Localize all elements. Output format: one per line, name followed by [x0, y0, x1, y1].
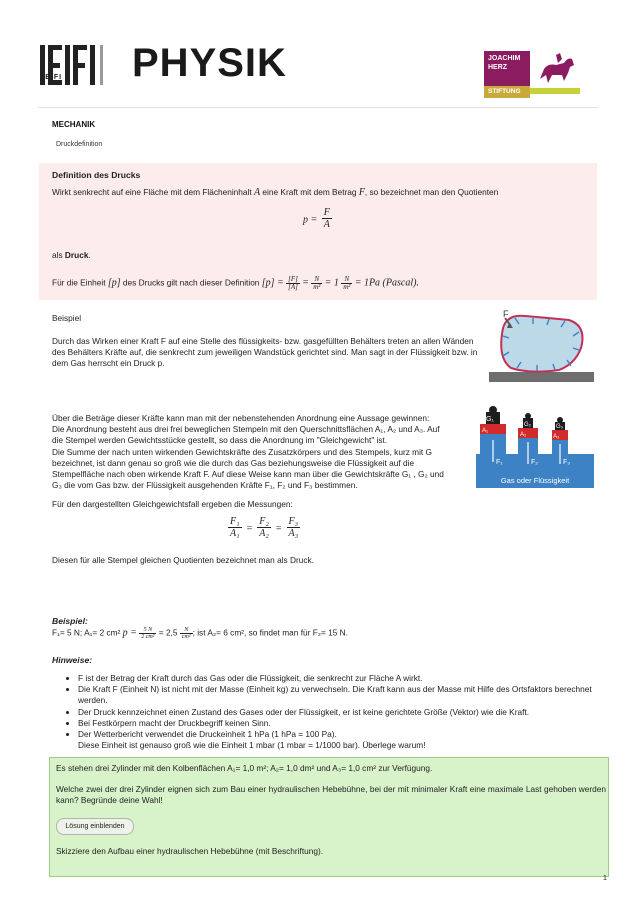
fig-g3: G₃	[556, 424, 564, 430]
arrangement-line-1: Über die Beträge dieser Kräfte kann man mit der nebenstehenden Anordnung eine Aussage gewinnen:	[52, 413, 430, 423]
example1-line-2: des Behälters Kräfte auf, die senkrecht zum jeweiligen Wandstück gerichtet sind. Man sagt in der Flüssigkeit bzw. in	[52, 347, 478, 358]
fig-g1: G₁	[486, 416, 494, 423]
fig-f1: F₁	[496, 459, 503, 466]
ratio-eq-2: =	[275, 523, 283, 535]
hint-item	[78, 729, 598, 751]
sponsor-line-1: JOACHIM	[488, 55, 521, 62]
als-c: .	[88, 250, 91, 260]
task-box	[49, 757, 609, 877]
task-line-3: Skizziere den Aufbau einer hydraulischen Hebebühne (mit Beschriftung).	[56, 846, 324, 856]
sponsor-line-2: HERZ	[488, 64, 508, 71]
unit-frac-1	[286, 276, 300, 291]
unit-f1-num: [F]	[288, 275, 298, 283]
arrangement-line-7: G₃ die vom Gas bzw. der Flüssigkeit ausgehenden Kräfte F₁, F₂ und F₃ bestimmen.	[52, 480, 358, 491]
hints-list	[64, 673, 598, 751]
unit-eq2: = 1	[324, 277, 339, 289]
definition-line1	[52, 187, 592, 198]
unit-f2-den: m²	[313, 283, 321, 291]
measure-line: Für den dargestellten Gleichgewichtsfall ergeben die Messungen:	[52, 499, 293, 509]
unit-f3-num: N	[341, 276, 352, 284]
section-title: MECHANIK	[52, 120, 96, 129]
unit-text-b: des Drucks gilt nach dieser Definition	[122, 277, 260, 288]
unit-text-a: Für die Einheit	[52, 277, 106, 288]
ex2-text-c: ; ist A₂= 6 cm², so findet man für F₂= 15 N.	[192, 627, 348, 638]
als-druck: Druck	[64, 250, 89, 260]
def-symbol-a: A	[254, 187, 261, 198]
ratio-frac-2	[257, 516, 271, 539]
ex2-p-den: 2 cm²	[141, 634, 155, 640]
leifi-logo	[38, 41, 108, 89]
header-divider	[38, 107, 598, 108]
ratio-f2-num: F₂	[259, 516, 269, 527]
fig-g2: G₂	[524, 422, 531, 428]
example1-line-3: dem Gas herrscht ein Druck p.	[52, 358, 165, 369]
ex2-text-b: = 2,5	[158, 627, 178, 638]
fig-a3: A₃	[553, 434, 560, 440]
pressure-container-figure	[489, 308, 594, 382]
conclusion-line: Diesen für alle Stempel gleichen Quotienten bezeichnet man als Druck.	[52, 555, 314, 565]
arrangement-line-5: bezeichnet, ist dann genau so groß wie die durch das Gas beziehungsweise die Flüssigkeit auf die	[52, 457, 415, 468]
definition-unit-line	[52, 276, 592, 291]
unit-f1-den: [A]	[288, 283, 298, 291]
unit-f3-den: m²	[343, 283, 351, 291]
sponsor-line-3: STIFTUNG	[488, 88, 521, 95]
show-solution-button[interactable]: Lösung einblenden	[56, 818, 134, 835]
ratio-f2-den: A₂	[259, 528, 269, 539]
fig-a2: A₂	[520, 432, 527, 438]
task-line-2: Welche zwei der drei Zylinder eignen sich zum Bau einer hydraulischen Hebebühne, bei der mit minimaler Kraft eine maximale Last gehoben werden kann? Begründe deine Wahl!	[56, 784, 606, 806]
sponsor-bar	[484, 86, 530, 98]
arrangement-text	[52, 413, 462, 491]
example2-heading: Beispiel:	[52, 616, 88, 626]
ex2-p-lhs: p =	[122, 627, 137, 639]
example2-line	[52, 627, 348, 640]
sponsor-logo	[484, 51, 594, 98]
fig-f3: F₃	[563, 459, 571, 466]
ex2-unit-num: N	[180, 627, 193, 634]
unit-end: = 1Pa (Pascal).	[354, 277, 419, 289]
definition-als	[52, 250, 91, 261]
def-text-a: Wirkt senkrecht auf eine Fläche mit dem Flächeninhalt	[52, 187, 252, 197]
unit-f2-num: N	[311, 276, 322, 284]
example1-heading: Beispiel	[52, 313, 82, 323]
ratio-f3-num: F₃	[288, 516, 299, 527]
unit-symbol-p: [p]	[107, 277, 121, 289]
hint-item: • Die Kraft F (Einheit N) ist nicht mit der Masse (Einheit kg) zu verwechseln. Die Kraft kann aus der Masse mit Hilfe des Ortsfaktors berechnet werden.	[78, 684, 598, 706]
arrangement-line-4: Die Summe der nach unten wirkenden Gewichtskräfte des Zusatzkörpers und des Stempels, kurz mit G	[52, 446, 432, 457]
unit-eq: =	[302, 277, 309, 289]
example1-line-1: Durch das Wirken einer Kraft F auf eine Stelle des flüssigkeits- bzw. gasgefüllten Behälters treten an allen Wänden	[52, 336, 474, 346]
subsection-title: Druckdefinition	[56, 141, 103, 148]
page-number: 1	[603, 875, 607, 882]
hint-item: • Bei Festkörpern macht der Druckbegriff keinen Sinn.	[78, 718, 598, 729]
hint-item-5-line-2: Diese Einheit ist genauso groß wie die Einheit 1 mbar (1 mbar = 1/1000 bar). Überlege warum!	[78, 740, 426, 751]
formula-lhs: p =	[303, 214, 318, 226]
hint-item: • F ist der Betrag der Kraft durch das Gas oder die Flüssigkeit, die senkrecht zur Fläche A wirkt.	[78, 673, 598, 684]
definition-title: Definition des Drucks	[52, 170, 141, 180]
unit-frac-3	[341, 276, 352, 291]
ratio-f3-den: A₃	[288, 528, 299, 539]
horse-rider-icon	[534, 51, 582, 87]
fig-caption: Gas oder Flüssigkeit	[500, 476, 570, 485]
arrangement-line-3: die Stempel werden Gewichtsstücke gestellt, so dass die Anordnung im "Gleichgewicht" ist.	[52, 435, 388, 446]
arrangement-line-6: Stempelfläche nach oben wirkende Kraft F. Auf diese Weise kann man über die Gewichtskräfte G₁ , G₂ und	[52, 469, 444, 480]
als-a: als	[52, 250, 63, 260]
unit-formula-start: [p] =	[261, 277, 284, 289]
ratio-f1-den: A₁	[230, 528, 240, 539]
def-text-c: , so bezeichnet man den Quotienten	[364, 187, 499, 197]
ex2-unit-den: cm²	[181, 634, 191, 640]
ratio-formula	[228, 516, 300, 539]
def-text-b: eine Kraft mit dem Betrag	[262, 187, 357, 197]
definition-formula	[303, 207, 332, 230]
hint-item: • Der Druck kennzeichnet einen Zustand des Gases oder der Flüssigkeit, er ist keine gerichtete Größe (Vektor) wie die Kraft.	[78, 707, 598, 718]
formula-fraction	[322, 207, 332, 230]
hints-heading: Hinweise:	[52, 655, 93, 665]
ex2-frac	[139, 627, 156, 640]
formula-den: A	[323, 219, 330, 230]
ex2-text-a: F₁= 5 N; A₁= 2 cm²	[52, 627, 121, 638]
ex2-p-num: 5 N	[139, 627, 156, 634]
example1-text	[52, 336, 492, 370]
three-piston-figure	[476, 404, 594, 488]
hint-item-5-line-1: Der Wetterbericht verwendet die Druckeinheit 1 hPa (1 hPa = 100 Pa).	[78, 729, 337, 740]
fig-a1: A₁	[482, 428, 489, 434]
leifi-logo-text: LEIFI	[40, 74, 63, 81]
ratio-f1-num: F₁	[230, 516, 240, 527]
ratio-frac-1	[228, 516, 242, 539]
def-symbol-f: F	[358, 187, 365, 198]
sponsor-stripe	[530, 88, 580, 94]
ex2-unit-frac	[180, 627, 193, 640]
arrangement-line-2: Die Anordnung besteht aus drei frei beweglichen Stempeln mit den Querschnittsflächen A₁, A₂ und A₃. Auf	[52, 424, 440, 435]
task-line-1: Es stehen drei Zylinder mit den Kolbenflächen A₁= 1,0 m²; A₂= 1,0 dm² und A₃= 1,0 cm² zur Verfügung.	[56, 763, 433, 773]
fig-f2: F₂	[531, 459, 538, 466]
figure-force-label: F	[503, 309, 509, 319]
ratio-frac-3	[287, 516, 301, 539]
physik-logo-word: PHYSIK	[132, 41, 287, 85]
formula-num: F	[323, 207, 330, 218]
unit-frac-2	[311, 276, 322, 291]
ratio-eq-1: =	[246, 523, 253, 535]
